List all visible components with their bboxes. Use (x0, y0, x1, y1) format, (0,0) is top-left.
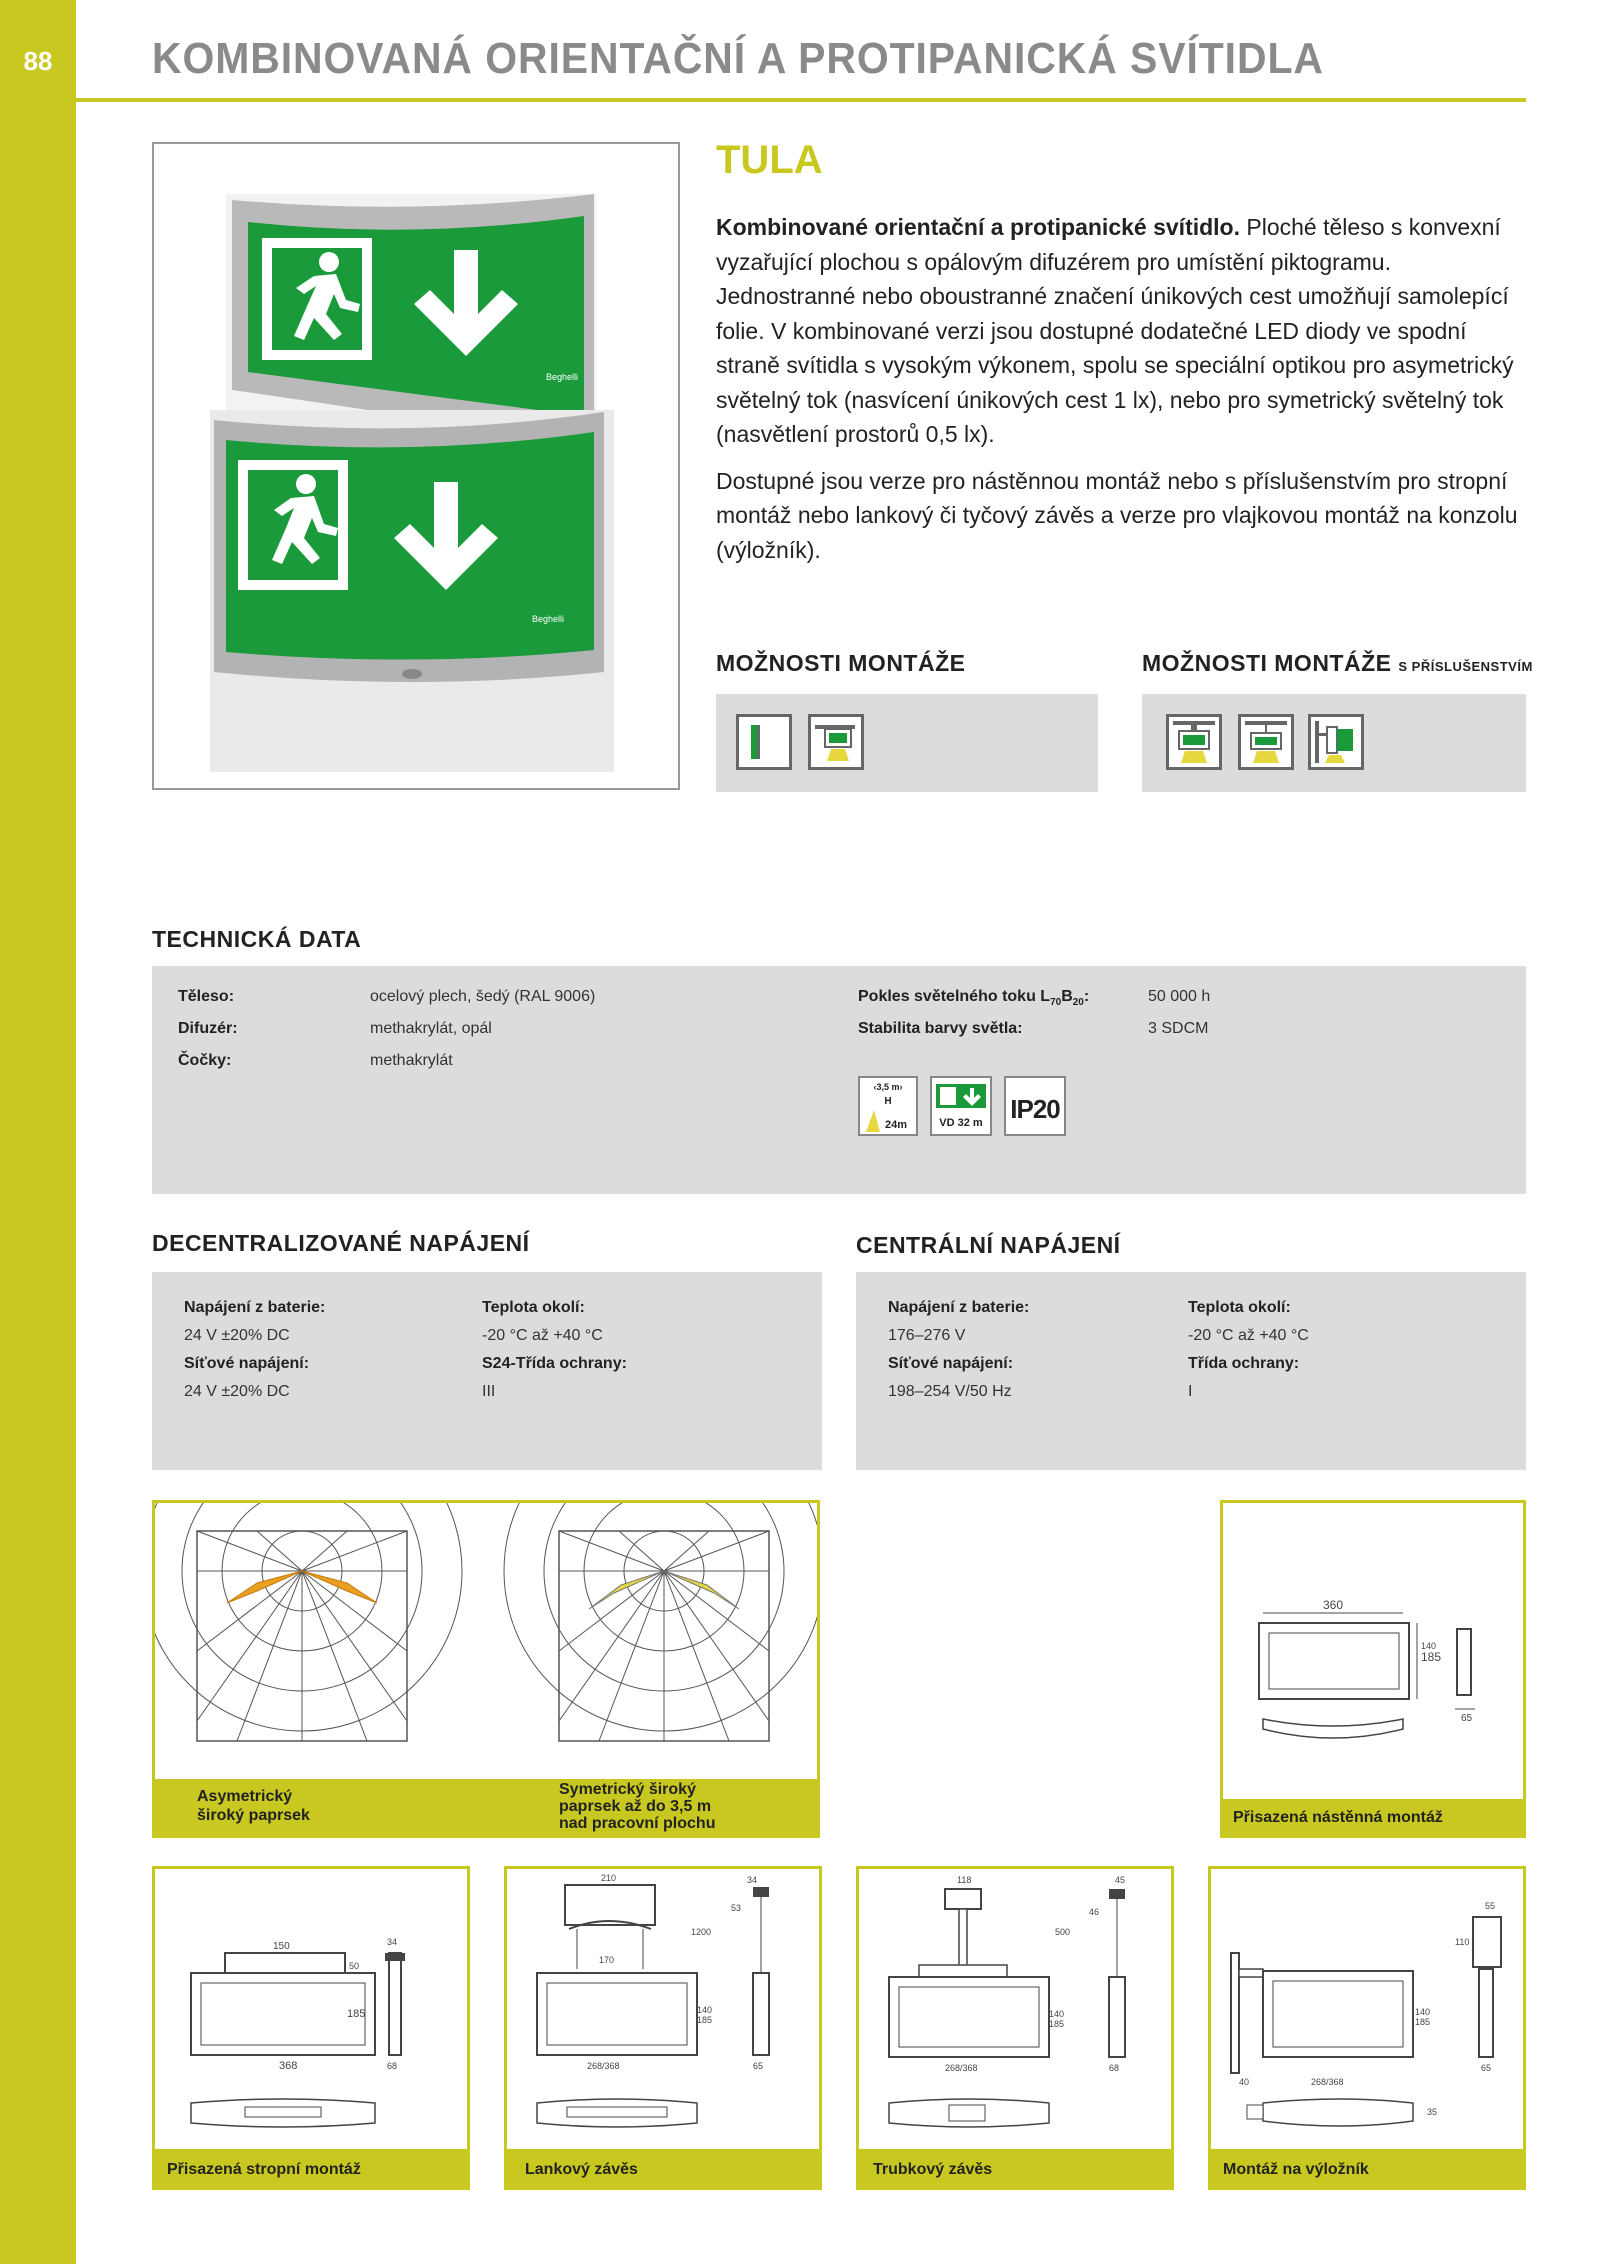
tech-value: methakrylát (370, 1052, 453, 1069)
caption-wall: Přisazená nástěnná montáž (1233, 1809, 1443, 1826)
power-item: Napájení z baterie: 176–276 V (888, 1299, 1030, 1344)
svg-text:46: 46 (1089, 1907, 1100, 1917)
svg-text:268/368: 268/368 (945, 2063, 978, 2073)
mounting-acc-title: MOŽNOSTI MONTÁŽE S PŘÍSLUŠENSTVÍM (1142, 650, 1533, 676)
tech-value: 50 000 h (1148, 988, 1211, 1005)
svg-text:268/368: 268/368 (587, 2061, 620, 2071)
mounting-acc-suffix: S PŘÍSLUŠENSTVÍM (1398, 659, 1533, 674)
caption-sym: Symetrický široký paprsek až do 3,5 m nad pracovní plochu (559, 1781, 716, 1832)
description-p2: Dostupné jsou verze pro nástěnnou montáž nebo s příslušenstvím pro stropní montáž nebo lankový či tyčový závěs a verze pro vlajkovou montáž na konzolu (výložník). (716, 467, 1518, 563)
svg-text:140: 140 (1421, 1641, 1437, 1651)
svg-text:140: 140 (697, 2005, 713, 2015)
exit-sign-bottom (210, 410, 614, 772)
svg-text:53: 53 (731, 1903, 742, 1913)
page-number: 88 (23, 46, 53, 76)
mounting-box (716, 694, 1098, 792)
central-box (856, 1272, 1526, 1470)
svg-text:185: 185 (347, 2008, 366, 2020)
svg-text:34: 34 (387, 1937, 398, 1947)
svg-text:IP20: IP20 (1010, 1094, 1060, 1124)
tech-value: 3 SDCM (1148, 1020, 1209, 1037)
svg-text:65: 65 (1481, 2063, 1492, 2073)
svg-text:140: 140 (1049, 2009, 1065, 2019)
power-item: Síťové napájení: 24 V ±20% DC (184, 1355, 310, 1400)
central-title: CENTRÁLNÍ NAPÁJENÍ (856, 1232, 1121, 1258)
lead-text: Kombinované orientační a protipanické svítidlo. (716, 214, 1240, 240)
power-item: Síťové napájení: 198–254 V/50 Hz (888, 1355, 1014, 1400)
wall-mount-panel (1220, 1500, 1526, 1838)
decentral-box (152, 1272, 822, 1470)
polar-diagrams-panel (152, 1500, 820, 1838)
svg-text:68: 68 (387, 2061, 398, 2071)
wall-mount-icon (736, 714, 792, 770)
height-badge (858, 1076, 918, 1136)
accent-sidebar (0, 0, 76, 2264)
tech-box (152, 966, 1526, 1194)
svg-text:40: 40 (1239, 2077, 1250, 2087)
title-rule (76, 98, 1526, 102)
svg-text:65: 65 (753, 2061, 764, 2071)
tech-label: Difuzér: (178, 1020, 238, 1037)
svg-text:68: 68 (1109, 2063, 1120, 2073)
svg-text:500: 500 (1055, 1927, 1071, 1937)
caption-bracket: Montáž na výložník (1223, 2161, 1369, 2178)
svg-text:185: 185 (1049, 2019, 1065, 2029)
visibility-distance-badge (930, 1076, 992, 1136)
mounting-acc-box (1142, 694, 1526, 792)
tube-pendant-panel (856, 1866, 1174, 2190)
tech-value: methakrylát, opál (370, 1020, 492, 1037)
svg-text:50: 50 (349, 1961, 360, 1971)
svg-text:185: 185 (697, 2015, 713, 2025)
caption-tube: Trubkový závěs (873, 2161, 993, 2178)
svg-text:185: 185 (1415, 2017, 1431, 2027)
svg-text:140: 140 (1415, 2007, 1431, 2017)
svg-text:268/368: 268/368 (1311, 2077, 1344, 2087)
wall-mount-light-icon (808, 714, 864, 770)
svg-text:24m: 24m (884, 1119, 908, 1131)
pendant-mount-icon (1238, 714, 1294, 770)
tech-label: Čočky: (178, 1052, 232, 1069)
svg-text:55: 55 (1485, 1901, 1496, 1911)
svg-text:210: 210 (601, 1873, 617, 1883)
caption-asym: Asymetrický široký paprsek (197, 1788, 310, 1824)
bracket-mount-panel (1208, 1866, 1526, 2190)
svg-text:H: H (884, 1096, 892, 1107)
page-title: KOMBINOVANÁ ORIENTAČNÍ A PROTIPANICKÁ SVÍTIDLA (152, 34, 1324, 83)
mounting-title: MOŽNOSTI MONTÁŽE (716, 650, 966, 676)
svg-text:35: 35 (1427, 2107, 1438, 2117)
caption-cable: Lankový závěs (525, 2161, 638, 2178)
svg-text:110: 110 (1455, 1937, 1470, 1947)
polar-diagram-asym (155, 1503, 462, 1741)
tech-label: Stabilita barvy světla: (858, 1020, 1023, 1037)
product-description (716, 210, 1526, 579)
decentral-title: DECENTRALIZOVANÉ NAPÁJENÍ (152, 1230, 530, 1256)
svg-text:360: 360 (1322, 1598, 1344, 1612)
svg-text:118: 118 (957, 1875, 972, 1885)
product-photo (152, 142, 680, 790)
tech-label: Těleso: (178, 988, 235, 1005)
ip-rating-badge (1004, 1076, 1066, 1136)
svg-text:34: 34 (747, 1875, 758, 1885)
tech-title: TECHNICKÁ DATA (152, 926, 362, 952)
svg-text:45: 45 (1115, 1875, 1126, 1885)
ceiling-mount-panel (152, 1866, 470, 2190)
tech-label-lumen: Pokles světelného toku $L_{70}B_{20}$: (858, 988, 1090, 1009)
power-item: S24-Třída ochrany: III (482, 1355, 627, 1400)
tech-value: ocelový plech, šedý (RAL 9006) (370, 988, 596, 1005)
ceiling-mount-icon (1166, 714, 1222, 770)
svg-text:185: 185 (1421, 1650, 1442, 1664)
svg-text:65: 65 (1461, 1713, 1473, 1724)
power-item: Teplota okolí: -20 °C až +40 °C (1188, 1299, 1309, 1344)
polar-diagram-sym (504, 1503, 817, 1741)
svg-text:170: 170 (599, 1955, 615, 1965)
power-item: Třída ochrany: I (1188, 1355, 1300, 1400)
svg-text:Beghelli: Beghelli (532, 614, 565, 624)
bracket-mount-icon (1308, 714, 1364, 770)
power-item: Teplota okolí: -20 °C až +40 °C (482, 1299, 603, 1344)
caption-ceiling: Přisazená stropní montáž (167, 2161, 361, 2178)
description-p1: Ploché těleso s konvexní vyzařující plochou s opálovým difuzérem pro umístění piktogramu. Jednostranné nebo oboustranné značení únikových cest umožňují samolepící folie. V kombinované verzi jsou dostupné dodatečné LED diody ve spodní straně svítidla s vysokým výkonem, spolu se speciální optikou pro asymetrický světelný tok (nasvícení únikových cest 1 lx), nebo pro symetrický světelný tok (nasvětlení prostorů 0,5 lx). (716, 214, 1514, 447)
svg-text:1200: 1200 (691, 1927, 712, 1937)
svg-text:VD 32 m: VD 32 m (939, 1117, 983, 1129)
cable-pendant-panel (504, 1866, 822, 2190)
svg-text:‹3,5 m›: ‹3,5 m› (873, 1082, 903, 1092)
power-item: Napájení z baterie: 24 V ±20% DC (184, 1299, 326, 1344)
product-name: TULA (716, 138, 823, 182)
sign-brand: Beghelli (546, 372, 579, 382)
svg-text:150: 150 (273, 1941, 290, 1952)
svg-text:368: 368 (279, 2060, 298, 2072)
